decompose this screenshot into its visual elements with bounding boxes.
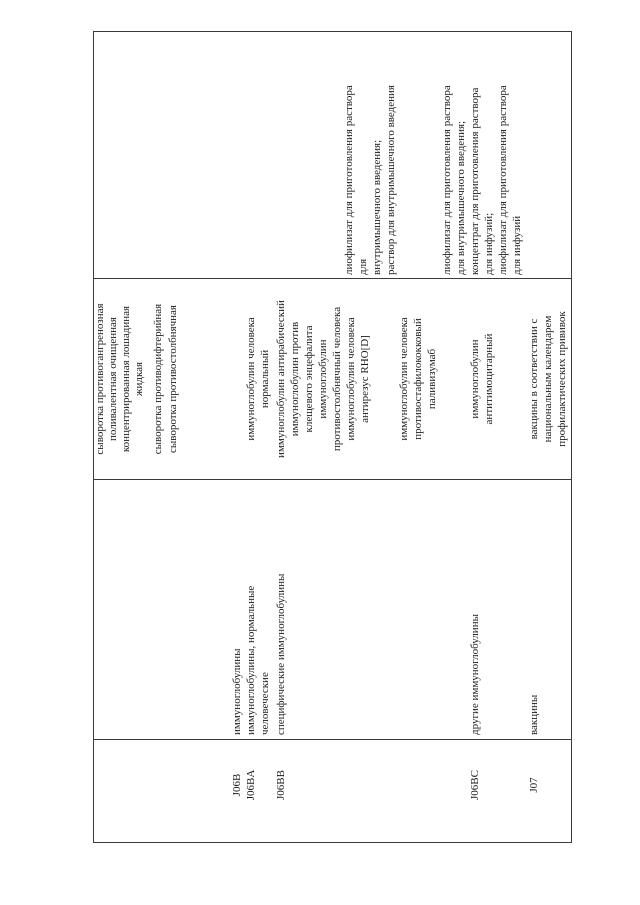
form-line: для внутримышечного введения; [455, 120, 467, 275]
drug-line: иммуноглобулин [469, 339, 481, 419]
drug-line: иммуноглобулин [317, 339, 329, 419]
group-j06bc: другие иммуноглобулины [469, 614, 481, 735]
form-line: концентрат для приготовления раствора [469, 87, 481, 275]
drug-line: поливалентная очищенная [107, 317, 119, 441]
form-line: лиофилизат для приготовления раствора [497, 85, 509, 275]
code-j06bb: J06BB [275, 770, 287, 800]
table-border-top [93, 31, 572, 32]
form-line: для [357, 258, 369, 275]
drug-line: иммуноглобулин человека [345, 317, 357, 441]
code-j06bc: J06BC [469, 770, 481, 800]
drug-line: антитимоцитарный [483, 333, 495, 425]
column-divider-3 [93, 739, 572, 740]
group-j06ba-cont: человеческие [259, 672, 271, 735]
form-line: для инфузий; [483, 212, 495, 275]
code-j06b: J06B [231, 773, 243, 797]
code-j06ba: J06BA [245, 769, 257, 801]
drug-line: профилактических прививок [556, 311, 568, 447]
form-line: раствор для внутримышечного введения [385, 85, 397, 275]
drug-line: иммуноглобулин человека [398, 317, 410, 441]
drug-line: противостафилококковый [412, 318, 424, 440]
table-border-right [571, 31, 572, 843]
group-j06b: иммуноглобулины [231, 648, 243, 735]
code-j07: J07 [528, 777, 540, 793]
drug-line: иммуноглобулин человека [245, 317, 257, 441]
drug-line: противостолбнячный человека [331, 306, 343, 452]
drug-line: концентрированная лошадиная [120, 305, 132, 453]
drug-line: жидкая [133, 361, 145, 397]
form-line: для инфузий [511, 215, 523, 275]
group-j06ba: иммуноглобулины, нормальные [245, 585, 257, 735]
table-border-bottom [93, 842, 572, 843]
group-j07: вакцины [528, 694, 540, 735]
form-line: внутримышечного введения; [371, 139, 383, 275]
drug-line: сыворотка противостолбнячная [167, 305, 179, 453]
drug-line: сыворотка противогангренозная [94, 303, 106, 455]
drug-line: национальным календарем [542, 315, 554, 443]
drug-line: антирезус RHO[D] [359, 335, 371, 423]
drug-line: паливизумаб [426, 348, 438, 410]
drug-line: иммуноглобулин против [289, 321, 301, 437]
form-line: лиофилизат для приготовления раствора [343, 85, 355, 275]
drug-line: нормальный [259, 349, 271, 409]
drug-line: клещевого энцефалита [303, 325, 315, 433]
drug-line: сыворотка противодифтерийная [152, 303, 164, 455]
group-j06bb: специфические иммуноглобулины [275, 573, 287, 735]
drug-line: вакцины в соответствии с [528, 318, 540, 440]
form-line: лиофилизат для приготовления раствора [441, 85, 453, 275]
drug-line: иммуноглобулин антирабический [275, 300, 287, 458]
column-divider-2 [93, 479, 572, 480]
